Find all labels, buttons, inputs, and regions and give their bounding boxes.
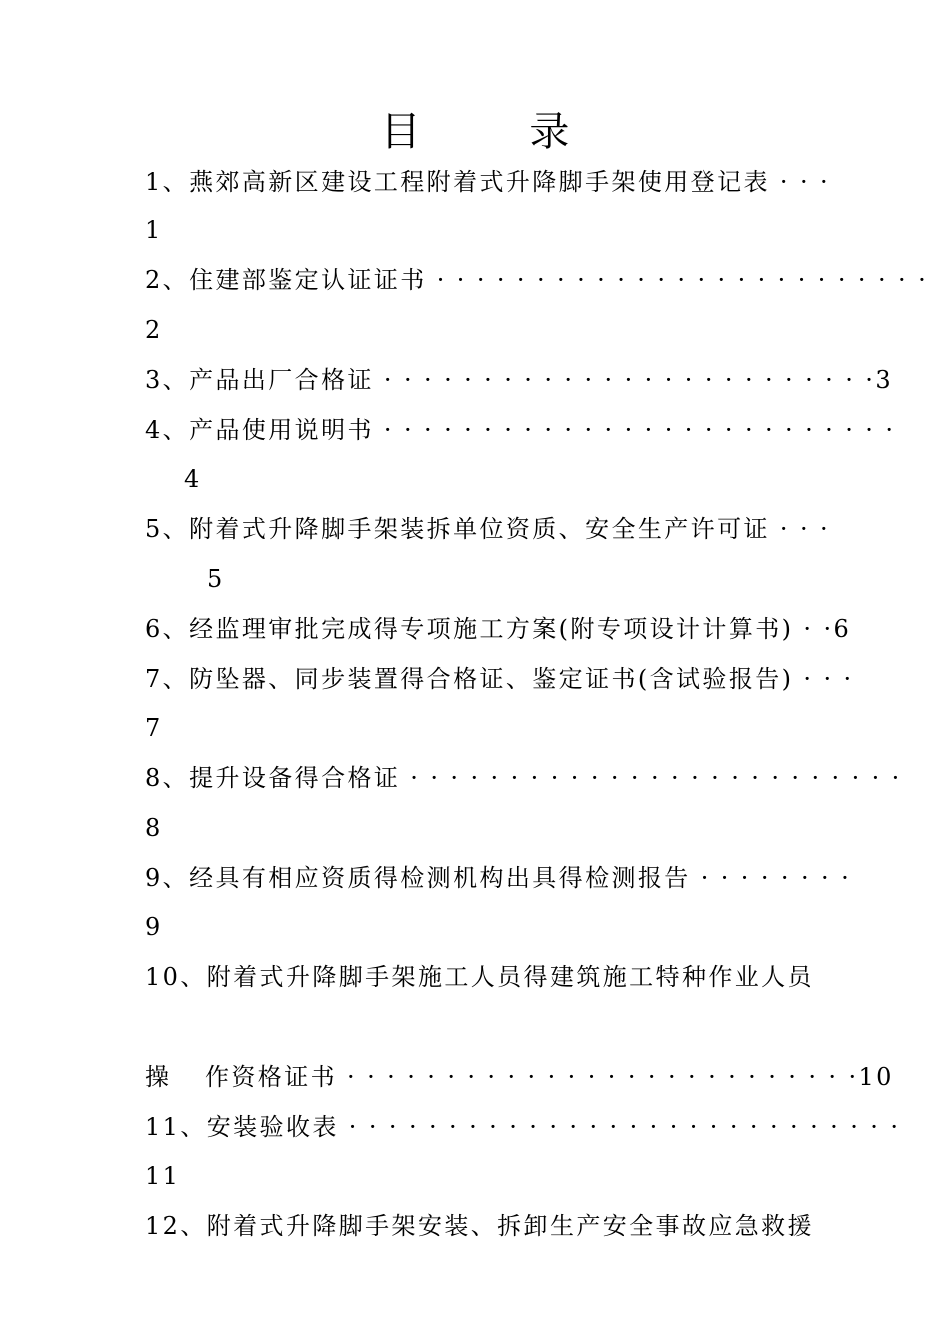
toc-page-7: 7 [145,714,163,742]
toc-page-4: 4 [184,465,202,493]
toc-page-5: 5 [207,565,225,593]
toc-page-8: 8 [145,814,163,842]
toc-entry-2: 2、住建部鉴定认证证书 · · · · · · · · · · · · · · · · · · · · · · · · · [145,266,929,294]
toc-entry-4: 4、产品使用说明书 · · · · · · · · · · · · · · · · · · · · · · · · · · [145,416,896,444]
toc-entry-3 [145,365,893,395]
toc-page-1: 1 [145,216,163,244]
toc-entry-6-text: 6、经监理审批完成得专项施工方案(附专项设计计算书) · · [145,615,834,643]
page-title: 目 录 [380,109,618,155]
toc-entry-11: 11、安装验收表 · · · · · · · · · · · · · · · · · · · · · · · · · · · · [145,1113,901,1141]
toc-entry-5: 5、附着式升降脚手架装拆单位资质、安全生产许可证 · · · [145,515,831,543]
toc-page-11: 11 [145,1162,181,1190]
toc-entry-3-text: 3、产品出厂合格证 · · · · · · · · · · · · · · · · · · · · · · · · · [145,366,876,394]
toc-entry-8: 8、提升设备得合格证 · · · · · · · · · · · · · · · · · · · · · · · · · [145,764,902,792]
toc-page-9: 9 [145,913,163,941]
toc-entry-12: 12、附着式升降脚手架安装、拆卸生产安全事故应急救援 [145,1212,814,1240]
toc-entry-10-cont-text: 作资格证书 · · · · · · · · · · · · · · · · · · · · · · · · · · [205,1063,859,1091]
toc-page-10: 10 [858,1063,894,1091]
toc-page-6: 6 [833,615,852,643]
toc-entry-7: 7、防坠器、同步装置得合格证、鉴定证书(含试验报告) · · · [145,665,854,693]
toc-page-2: 2 [145,316,163,344]
toc-entry-1: 1、燕郊高新区建设工程附着式升降脚手架使用登记表 · · · [145,168,831,196]
toc-entry-10-text: 10、附着式升降脚手架施工人员得建筑施工特种作业人员 [145,963,814,991]
toc-page-3: 3 [875,366,893,394]
toc-entry-10-cont [205,1062,894,1092]
toc-entry-10-wrap: 操 [145,1063,172,1091]
toc-entry-9: 9、经具有相应资质得检测机构出具得检测报告 · · · · · · · · [145,864,852,892]
toc-entry-6 [145,614,851,644]
